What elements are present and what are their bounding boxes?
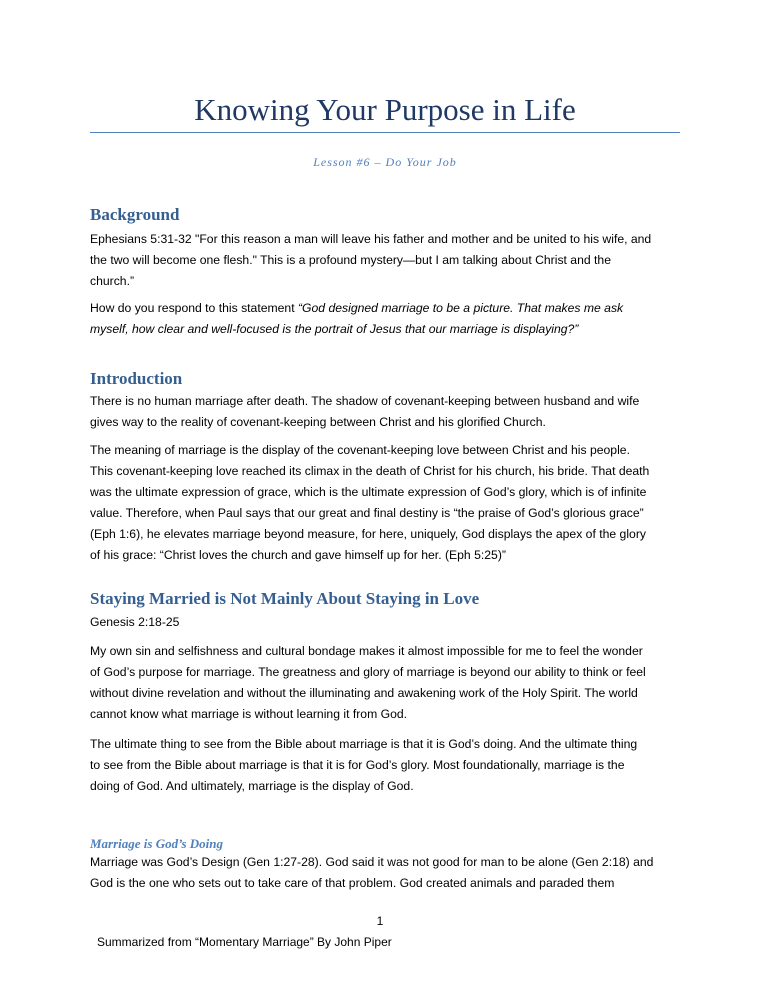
- quote-text: “God designed marriage to be a picture. That makes me ask: [297, 301, 624, 315]
- page-number: 1: [376, 914, 384, 928]
- staying-married-heading: Staying Married is Not Mainly About Staying in Love: [90, 589, 480, 608]
- text-line: doing of God. And ultimately, marriage is the display of God.: [90, 779, 414, 793]
- text-line: without divine revelation and without the illuminating and awakening work of the Holy Spirit. The world: [90, 686, 638, 700]
- text-line: (Eph 1:6), he elevates marriage beyond measure, for here, uniquely, God displays the apex of the glory: [90, 527, 646, 541]
- question-text: How do you respond to this statement: [90, 301, 298, 315]
- text-line: The meaning of marriage is the display of the covenant-keeping love between Christ and his people.: [90, 443, 630, 457]
- gods-doing-subheading: Marriage is God’s Doing: [90, 836, 224, 851]
- introduction-paragraph-2: [90, 440, 680, 566]
- introduction-heading: Introduction: [90, 369, 183, 388]
- text-line: Genesis 2:18-25: [90, 615, 180, 629]
- document-title: Knowing Your Purpose in Life: [194, 92, 576, 127]
- footer-attribution: Summarized from “Momentary Marriage” By John Piper: [97, 935, 392, 949]
- text-line: value. Therefore, when Paul says that our great and final destiny is “the praise of God’s glorious grace”: [90, 506, 644, 520]
- text-line: was the ultimate expression of grace, which is the ultimate expression of God’s glory, which is of infinite: [90, 485, 647, 499]
- text-line: church.”: [90, 274, 135, 288]
- text-line: of his grace: “Christ loves the church and gave himself up for her. (Eph 5:25)”: [90, 548, 506, 562]
- text-line: Marriage was God’s Design (Gen 1:27-28). God said it was not good for man to be alone (Gen 2:18) and: [90, 855, 654, 869]
- scripture-reference: [90, 612, 680, 633]
- staying-married-paragraph-2: [90, 734, 680, 797]
- quote-text: myself, how clear and well-focused is the portrait of Jesus that our marriage is displaying?”: [90, 322, 579, 336]
- text-line: [90, 298, 680, 319]
- text-line: gives way to the reality of covenant-keeping between Christ and his glorified Church.: [90, 415, 546, 429]
- text-line: cannot know what marriage is without learning it from God.: [90, 707, 408, 721]
- text-line: the two will become one flesh." This is a profound mystery—but I am talking about Christ and the: [90, 253, 611, 267]
- text-line: to see from the Bible about marriage is that it is for God’s glory. Most foundationally, marriage is the: [90, 758, 625, 772]
- text-line: This covenant-keeping love reached its climax in the death of Christ for his church, his bride. That death: [90, 464, 650, 478]
- text-line: My own sin and selfishness and cultural bondage makes it almost impossible for me to feel the wonder: [90, 644, 643, 658]
- document-subtitle: Lesson #6 – Do Your Job: [313, 155, 457, 169]
- background-paragraph-2: [90, 298, 680, 340]
- gods-doing-paragraph-1: [90, 852, 680, 894]
- title-divider: [90, 132, 680, 133]
- text-line: God is the one who sets out to take care of that problem. God created animals and paraded them: [90, 876, 615, 890]
- text-line: The ultimate thing to see from the Bible about marriage is that it is God’s doing. And the ultimate thing: [90, 737, 638, 751]
- introduction-paragraph-1: [90, 391, 680, 433]
- background-paragraph-1: [90, 229, 680, 292]
- text-line: There is no human marriage after death. The shadow of covenant-keeping between husband and wife: [90, 394, 640, 408]
- background-heading: Background: [90, 205, 180, 224]
- text-line: of God’s purpose for marriage. The greatness and glory of marriage is beyond our ability to think or feel: [90, 665, 646, 679]
- text-line: Ephesians 5:31-32 "For this reason a man will leave his father and mother and be united to his wife, and: [90, 232, 652, 246]
- staying-married-paragraph-1: [90, 641, 680, 725]
